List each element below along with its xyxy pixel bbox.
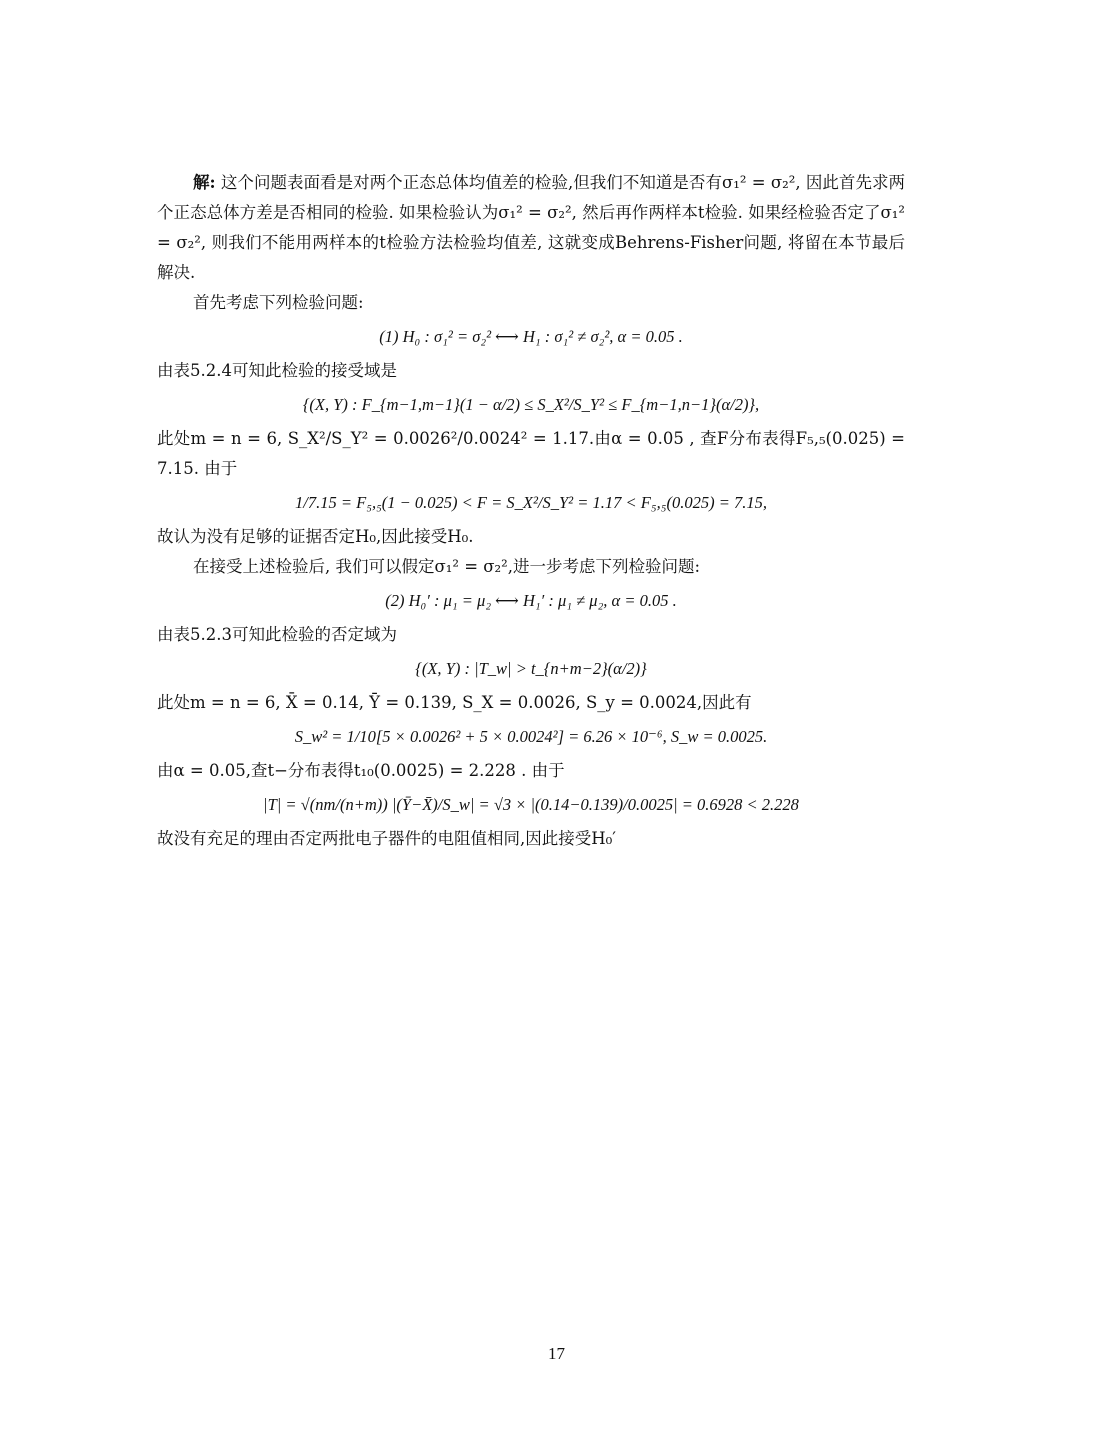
equation-1: (1) H₀ : σ₁² = σ₂² ⟷ H₁ : σ₁² ≠ σ₂², α = 0.05 . [379, 327, 683, 346]
equation-6: S_w² = 1/10[5 × 0.0026² + 5 × 0.0024²] = 6.26 × 10⁻⁶, S_w = 0.0025. [294, 727, 768, 746]
equation-7: |T| = √(nm/(n+m)) |(Ȳ−X̄)/S_w| = √3 × |(0.14−0.139)/0.0025| = 0.6928 < 2.228 [263, 795, 799, 814]
solution-body [157, 168, 905, 854]
paragraph-10: 故没有充足的理由否定两批电子器件的电阻值相同,因此接受H₀′ [157, 829, 616, 848]
paragraph-6: 在接受上述检验后, 我们可以假定σ₁² = σ₂²,进一步考虑下列检验问题: [193, 557, 701, 576]
page-number: 17 [548, 1344, 565, 1363]
solution-label: 解: [193, 173, 216, 192]
paragraph-8: 此处m = n = 6, X̄ = 0.14, Ȳ = 0.139, S_X = 0.0026, S_y = 0.0024,因此有 [157, 693, 752, 712]
paragraph-4: 此处m = n = 6, S_X²/S_Y² = 0.0026²/0.0024² = 1.17.由α = 0.05 , 查F分布表得F₅,₅(0.025) = 7.15. 由于 [157, 429, 905, 478]
equation-3: 1/7.15 = F₅,₅(1 − 0.025) < F = S_X²/S_Y² = 1.17 < F₅,₅(0.025) = 7.15, [295, 493, 767, 512]
paragraph-7: 由表5.2.3可知此检验的否定域为 [157, 625, 397, 644]
paragraph-1 [157, 168, 905, 288]
paragraph-9: 由α = 0.05,查t−分布表得t₁₀(0.0025) = 2.228 . 由于 [157, 761, 565, 780]
paragraph-5: 故认为没有足够的证据否定H₀,因此接受H₀. [157, 527, 474, 546]
equation-4: (2) H₀′ : μ₁ = μ₂ ⟷ H₁′ : μ₁ ≠ μ₂, α = 0.05 . [385, 591, 677, 610]
equation-2: {(X, Y) : F_{m−1,m−1}(1 − α/2) ≤ S_X²/S_Y² ≤ F_{m−1,n−1}(α/2)}, [302, 395, 760, 414]
paragraph-2: 首先考虑下列检验问题: [193, 293, 364, 312]
paragraph-3: 由表5.2.4可知此检验的接受域是 [157, 361, 397, 380]
equation-5: {(X, Y) : |T_w| > t_{n+m−2}(α/2)} [415, 659, 647, 678]
paragraph-1-text: 这个问题表面看是对两个正态总体均值差的检验,但我们不知道是否有σ₁² = σ₂², 因此首先求两个正态总体方差是否相同的检验. 如果检验认为σ₁² = σ₂², 然后再作两样本t检验. 如果经检验否定了σ₁² = σ₂², 则我们不能用两样本的t检验方法检验均值差, 这就变成Behrens-Fisher问题, 将留在本节最后解决. [157, 173, 905, 282]
